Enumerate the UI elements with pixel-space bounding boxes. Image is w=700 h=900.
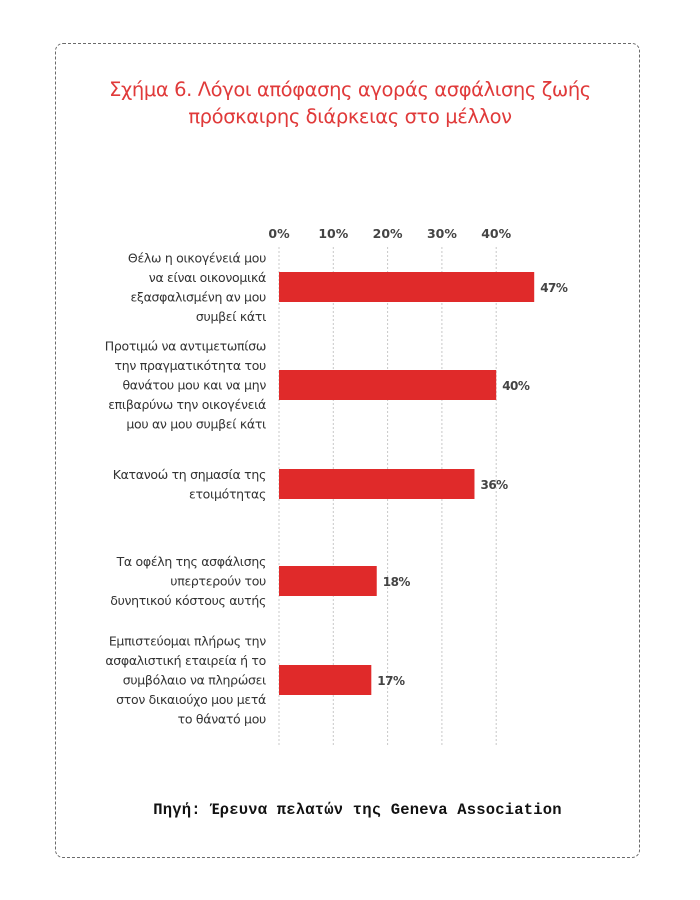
category-label: υπερτερούν του [170, 573, 266, 589]
bar [279, 469, 474, 499]
category-label: συμβόλαιο να πληρώσει [122, 672, 266, 688]
category-label: την πραγματικότητα του [114, 358, 266, 373]
category-label: δυνητικού κόστους αυτής [110, 593, 266, 608]
category-label: μου αν μου συμβεί κάτι [126, 416, 266, 432]
data-label: 18% [382, 575, 410, 589]
bar [279, 370, 496, 400]
x-tick-label: 30% [426, 226, 457, 241]
data-label: 36% [480, 478, 508, 492]
chart-title-line-2: πρόσκαιρης διάρκειας στο μέλλον [188, 105, 512, 128]
x-tick-label: 0% [268, 226, 290, 241]
category-label: Κατανοώ τη σημασία της [112, 466, 266, 482]
category-label: επιβαρύνω την οικογένειά [108, 397, 266, 412]
chart-title-line-1: Σχήμα 6. Λόγοι απόφασης αγοράς ασφάλισης ζωής [109, 78, 591, 101]
x-tick-label: 40% [481, 226, 512, 241]
category-label: Θέλω η οικογένειά μου [127, 250, 266, 266]
category-label: Προτιμώ να αντιμετωπίσω [104, 338, 266, 354]
source-note: Πηγή: Έρευνα πελατών της Geneva Association [153, 801, 562, 819]
category-label: Εμπιστεύομαι πλήρως την [108, 633, 266, 649]
bar [279, 665, 371, 695]
category-label: συμβεί κάτι [195, 308, 266, 324]
category-label: θανάτου μου και να μην [122, 377, 266, 393]
category-label: ετοιμότητας [188, 486, 266, 502]
bar [279, 566, 377, 596]
data-label: 47% [540, 281, 568, 295]
x-tick-label: 10% [318, 226, 349, 241]
category-label: να είναι οικονομικά [148, 269, 266, 285]
category-label: στον δικαιούχο μου μετά [116, 692, 266, 707]
bar [279, 272, 534, 302]
category-label: ασφαλιστική εταιρεία ή το [105, 653, 266, 668]
category-label: το θάνατό μου [177, 711, 266, 727]
data-label: 17% [377, 674, 405, 688]
category-label: Τα οφέλη της ασφάλισης [116, 554, 266, 569]
x-tick-label: 20% [372, 226, 403, 241]
data-label: 40% [502, 379, 530, 393]
category-label: εξασφαλισμένη αν μου [130, 289, 266, 305]
